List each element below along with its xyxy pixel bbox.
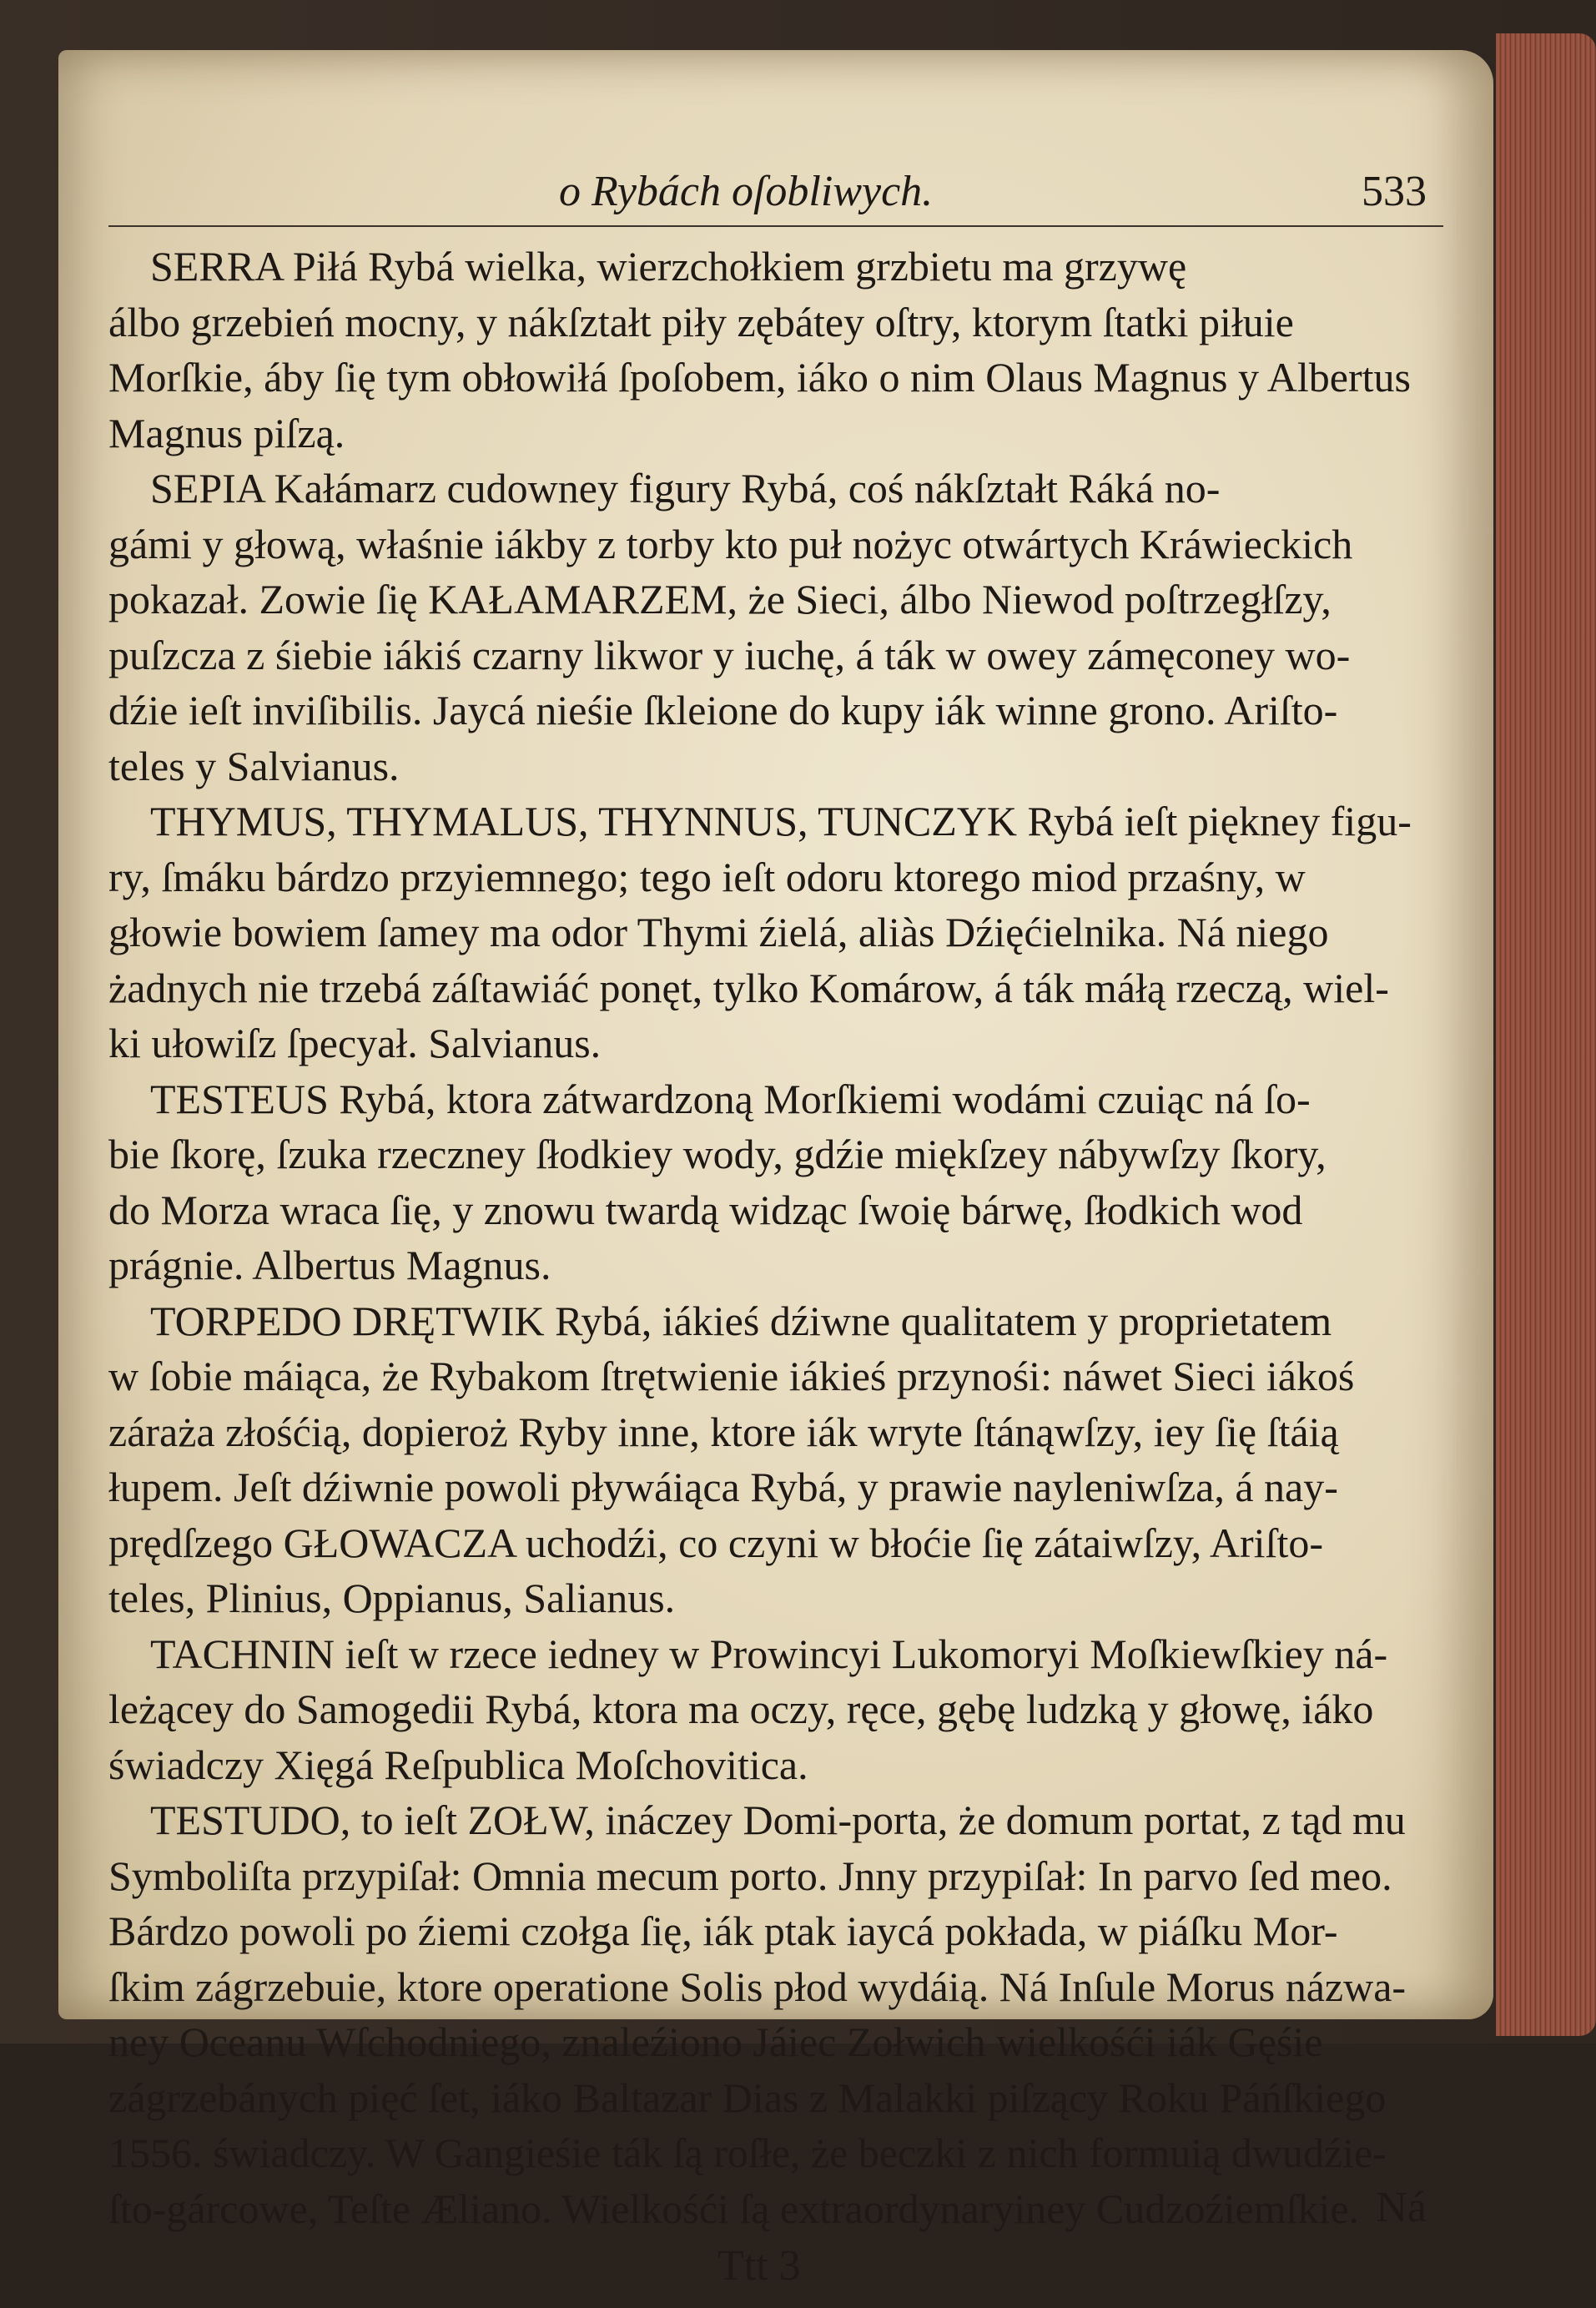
text-line: TESTEUS Rybá, ktora zátwardzoną Morſkiemi wodámi czuiąc ná ſo-	[150, 1075, 1311, 1122]
text-line: prágnie. Albertus Magnus.	[108, 1242, 551, 1288]
text-line: záraża złośćią, dopieroż Ryby inne, ktore iák wryte ſtánąwſzy, iey ſię ſtáią	[108, 1408, 1339, 1455]
text-line: łupem. Jeſt dźiwnie powoli pływáiąca Rybá, y prawie nayleniwſza, á nay-	[108, 1464, 1338, 1510]
text-line: dźie ieſt inviſibilis. Jaycá nieśie ſkleione do kupy iák winne grono. Ariſto-	[108, 687, 1338, 733]
text-line: gámi y głową, właśnie iákby z torby kto puł nożyc otwártych Kráwieckich	[108, 520, 1353, 567]
page-edge	[1496, 33, 1596, 2036]
text-line: w ſobie máiąca, że Rybakom ſtrętwienie iákieś przynośi: náwet Sieci iákoś	[108, 1353, 1355, 1399]
text-line: álbo grzebień mocny, y nákſztałt piły zębátey oſtry, ktorym ſtatki piłuie	[108, 298, 1294, 345]
page-number: 533	[1362, 168, 1427, 215]
catchword: Ná	[1376, 2184, 1427, 2231]
text-line: głowie bowiem ſamey ma odor Thymi źielá, aliàs Dźięćielnika. Ná niego	[108, 909, 1329, 955]
text-line: ki ułowiſz ſpecyał. Salvianus.	[108, 1020, 602, 1066]
running-head-title: o Rybách oſobliwych.	[559, 168, 934, 215]
text-line: 1556. świadczy. W Gangieśie ták ſą roſłe, że beczki z nich formuią dwudźie-	[108, 2129, 1387, 2176]
text-line: prędſzego GŁOWACZA uchodźi, co czyni w błoćie ſię zátaiwſzy, Ariſto-	[108, 1519, 1324, 1566]
text-line: teles y Salvianus.	[108, 742, 400, 789]
text-line: ry, ſmáku bárdzo przyiemnego; tego ieſt odoru ktorego miod przaśny, w	[108, 853, 1306, 900]
body-text	[108, 239, 1443, 2236]
text-line: TACHNIN ieſt w rzece iedney w Prowincyi Lukomoryi Moſkiewſkiey ná-	[150, 1630, 1388, 1677]
text-line: świadczy Xięgá Reſpublica Moſchovitica.	[108, 1741, 808, 1788]
text-line: ney Oceanu Wſchodniego, znaleźiono Jáiec Zołwich wielkośći iák Gęśie	[108, 2018, 1323, 2065]
text-line: zágrzebánych pięć ſet, iáko Baltazar Dias z Malakki piſzący Roku Páńſkiego	[108, 2074, 1387, 2121]
text-line: ſkim zágrzebuie, ktore operatione Solis płod wydáią. Ná Inſule Morus názwa-	[108, 1963, 1407, 2010]
text-line: leżącey do Samogedii Rybá, ktora ma oczy, ręce, gębę ludzką y głowę, iáko	[108, 1686, 1374, 1732]
text-line: THYMUS, THYMALUS, THYNNUS, TUNCZYK Rybá ieſt piękney figu-	[150, 798, 1412, 844]
signature-mark: Ttt 3	[717, 2242, 801, 2290]
text-line: pokazał. Zowie ſię KAŁAMARZEM, że Sieci, álbo Niewod poſtrzegłſzy,	[108, 576, 1332, 622]
text-line: Magnus piſzą.	[108, 409, 345, 456]
text-line: SERRA Piłá Rybá wielka, wierzchołkiem grzbietu ma grzywę	[150, 243, 1187, 290]
running-head	[108, 167, 1443, 227]
text-line: bie ſkorę, ſzuka rzeczney ſłodkiey wody, gdźie miękſzey nábywſzy ſkory,	[108, 1131, 1327, 1177]
page-content	[108, 167, 1443, 2308]
text-line: puſzcza z śiebie iákiś czarny likwor y iuchę, á ták w owey zámęconey wo-	[108, 631, 1351, 678]
text-line: Morſkie, áby ſię tym obłowiłá ſpoſobem, iáko o nim Olaus Magnus y Albertus	[108, 354, 1411, 401]
text-line: do Morza wraca ſię, y znowu twardą widząc ſwoię bárwę, ſłodkich wod	[108, 1186, 1303, 1233]
text-line: ſto-gárcowe, Teſte Æliano. Wielkośći ſą extraordynaryiney Cudzoźiemſkie.	[108, 2185, 1360, 2232]
text-line: Symboliſta przypiſał: Omnia mecum porto. Jnny przypiſał: In parvo ſed meo.	[108, 1852, 1392, 1899]
text-line: TESTUDO, to ieſt ZOŁW, ináczey Domi-porta, że domum portat, z tąd mu	[150, 1797, 1406, 1843]
text-line: SEPIA Kałámarz cudowney figury Rybá, coś nákſztałt Ráká no-	[150, 465, 1221, 511]
text-line: żadnych nie trzebá záſtawiáć ponęt, tylko Komárow, á ták máłą rzeczą, wiel-	[108, 964, 1389, 1011]
text-line: Bárdzo powoli po źiemi czołga ſię, iák ptak iaycá pokłada, w piáſku Mor-	[108, 1907, 1338, 1954]
text-line: TORPEDO DRĘTWIK Rybá, iákieś dźiwne qualitatem y proprietatem	[150, 1297, 1332, 1344]
text-line: teles, Plinius, Oppianus, Salianus.	[108, 1575, 676, 1621]
